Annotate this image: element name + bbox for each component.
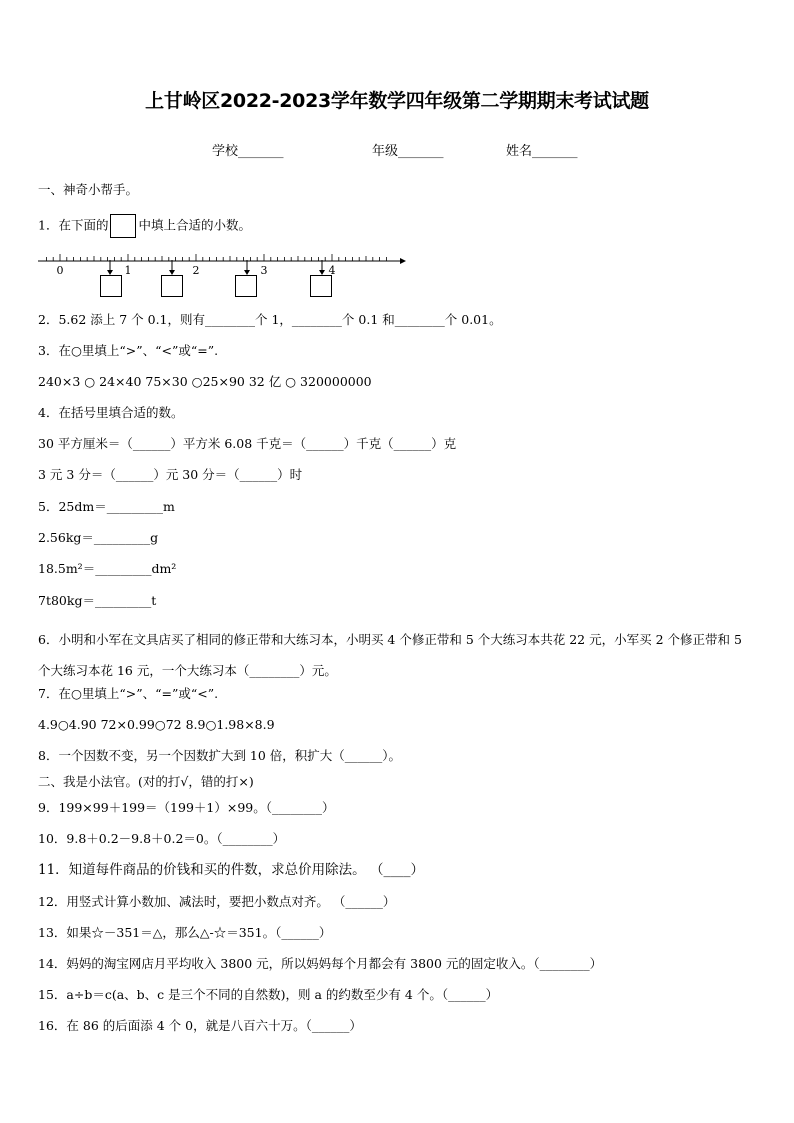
question-6: 6．小明和小军在文具店买了相同的修正带和大练习本，小明买 4 个修正带和 5 个大练习本共花 22 元，小军买 2 个修正带和 5 个大练习本花 16 元，一个大练习本（________）元。	[38, 632, 742, 678]
tick-label-4: 4	[328, 264, 336, 277]
question-3-items: 240×3 ○ 24×40 75×30 ○25×90 32 亿 ○ 320000000	[38, 374, 372, 389]
answer-box-sample	[110, 214, 136, 238]
question-1-after: 中填上合适的小数。	[138, 217, 251, 233]
question-7-items: 4.9○4.90 72×0.99○72 8.9○1.98×8.9	[38, 717, 275, 732]
question-11: 11．知道每件商品的价钱和买的件数，求总价用除法。 （____）	[38, 862, 424, 878]
page-title: 上甘岭区2022-2023学年数学四年级第二学期期末考试试题	[145, 90, 649, 112]
question-1-before: 1．在下面的	[38, 217, 109, 233]
question-14: 14．妈妈的淘宝网店月平均收入 3800 元，所以妈妈每个月都会有 3800 元的固定收入。（________）	[38, 956, 603, 971]
question-7: 7．在○里填上“>”、“=”或“<”.	[38, 686, 219, 701]
tick-label-0: 0	[56, 264, 64, 277]
grade-field: 年级_______	[372, 144, 444, 159]
question-3: 3．在○里填上“>”、“<”或“=”.	[38, 343, 219, 358]
question-10: 10．9.8＋0.2－9.8＋0.2＝0。（________）	[38, 831, 286, 846]
question-15: 15．a÷b＝c(a、b、c 是三个不同的自然数)，则 a 的约数至少有 4 个。（______）	[38, 987, 499, 1002]
tick-label-3: 3	[260, 264, 268, 277]
question-16: 16．在 86 的后面添 4 个 0，就是八百六十万。（______）	[38, 1018, 362, 1033]
question-13: 13．如果☆－351＝△，那么△-☆＝351。（______）	[38, 925, 332, 940]
question-4: 4．在括号里填合适的数。	[38, 405, 184, 420]
question-1	[38, 214, 251, 238]
name-field: 姓名_______	[506, 144, 578, 159]
section-2-heading: 二、我是小法官。(对的打√，错的打×)	[38, 774, 254, 789]
question-8: 8．一个因数不变，另一个因数扩大到 10 倍，积扩大（______）。	[38, 748, 402, 763]
question-2: 2．5.62 添上 7 个 0.1，则有________个 1，________个 0.1 和________个 0.01。	[38, 312, 502, 327]
school-field: 学校_______	[212, 144, 284, 159]
question-5-line-2: 2.56kg＝_________g	[38, 530, 159, 545]
question-12: 12．用竖式计算小数加、减法时，要把小数点对齐。 （______）	[38, 894, 396, 909]
answer-box-4[interactable]	[310, 275, 332, 297]
question-5-line-4: 7t80kg＝_________t	[38, 593, 157, 608]
tick-label-1: 1	[124, 264, 132, 277]
answer-box-2[interactable]	[161, 275, 183, 297]
question-4-line-1: 30 平方厘米＝（______）平方米 6.08 千克＝（______）千克（______）克	[38, 436, 457, 451]
question-5: 5．25dm＝_________m	[38, 499, 175, 514]
tick-label-2: 2	[192, 264, 200, 277]
pointer-arrows	[36, 258, 416, 278]
answer-box-1[interactable]	[100, 275, 122, 297]
question-4-line-2: 3 元 3 分＝（______）元 30 分＝（______）时	[38, 467, 303, 482]
question-9: 9．199×99＋199＝（199＋1）×99。（________）	[38, 800, 335, 815]
answer-box-3[interactable]	[235, 275, 257, 297]
question-5-line-3: 18.5m²＝_________dm²	[38, 561, 177, 576]
section-1-heading: 一、神奇小帮手。	[38, 182, 139, 197]
